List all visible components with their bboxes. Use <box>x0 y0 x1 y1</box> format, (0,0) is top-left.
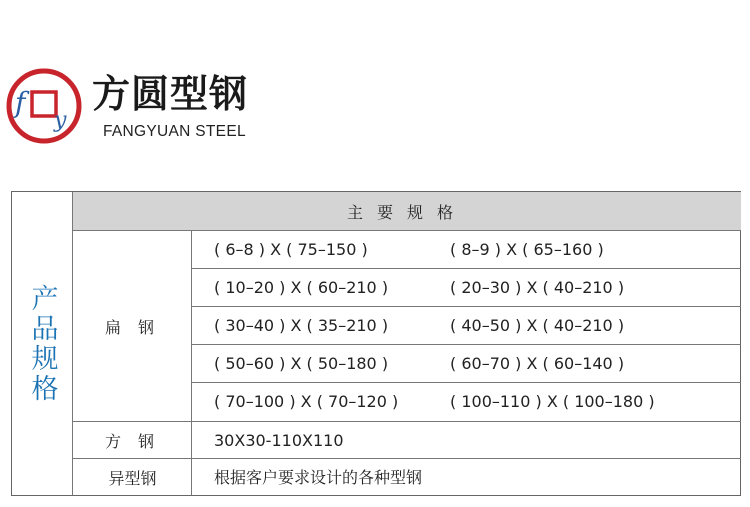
logo-letter-f: f <box>15 86 26 119</box>
spec-cell: ( 70–100 ) X ( 70–120 ) <box>214 392 399 411</box>
category-label: 异型钢 <box>108 468 157 488</box>
spec-cell: ( 20–30 ) X ( 40–210 ) <box>450 278 625 297</box>
brand-name-cn: 方圆型钢 <box>92 72 249 116</box>
category-label: 扁 钢 <box>104 317 161 337</box>
spec-cell: ( 10–20 ) X ( 60–210 ) <box>214 278 389 297</box>
brand-name-en: FANGYUAN STEEL <box>103 123 246 140</box>
product-spec-label <box>12 192 72 495</box>
spec-table <box>11 191 741 496</box>
category-flat-steel <box>73 231 192 421</box>
category-square-steel <box>73 422 192 458</box>
spec-cell: ( 8–9 ) X ( 65–160 ) <box>450 240 604 259</box>
product-spec-text: 产品规格 <box>26 283 58 404</box>
spec-cell: ( 60–70 ) X ( 60–140 ) <box>450 354 625 373</box>
spec-cell: ( 6–8 ) X ( 75–150 ) <box>214 240 368 259</box>
spec-cell: ( 40–50 ) X ( 40–210 ) <box>450 316 625 335</box>
divider <box>192 268 741 269</box>
spec-cell: 根据客户要求设计的各种型钢 <box>214 468 423 487</box>
divider <box>192 382 741 383</box>
spec-cell: ( 30–40 ) X ( 35–210 ) <box>214 316 389 335</box>
spec-cell: ( 100–110 ) X ( 100–180 ) <box>450 392 655 411</box>
spec-cell: 30X30-110X110 <box>214 431 344 450</box>
divider <box>192 344 741 345</box>
category-special-steel <box>73 459 192 495</box>
logo-letter-y: y <box>54 108 67 133</box>
table-header-text: 主要规格 <box>346 202 467 222</box>
logo-icon <box>5 67 83 145</box>
table-header <box>73 192 741 230</box>
category-label: 方 钢 <box>104 431 161 451</box>
divider <box>192 306 741 307</box>
spec-cell: ( 50–60 ) X ( 50–180 ) <box>214 354 389 373</box>
